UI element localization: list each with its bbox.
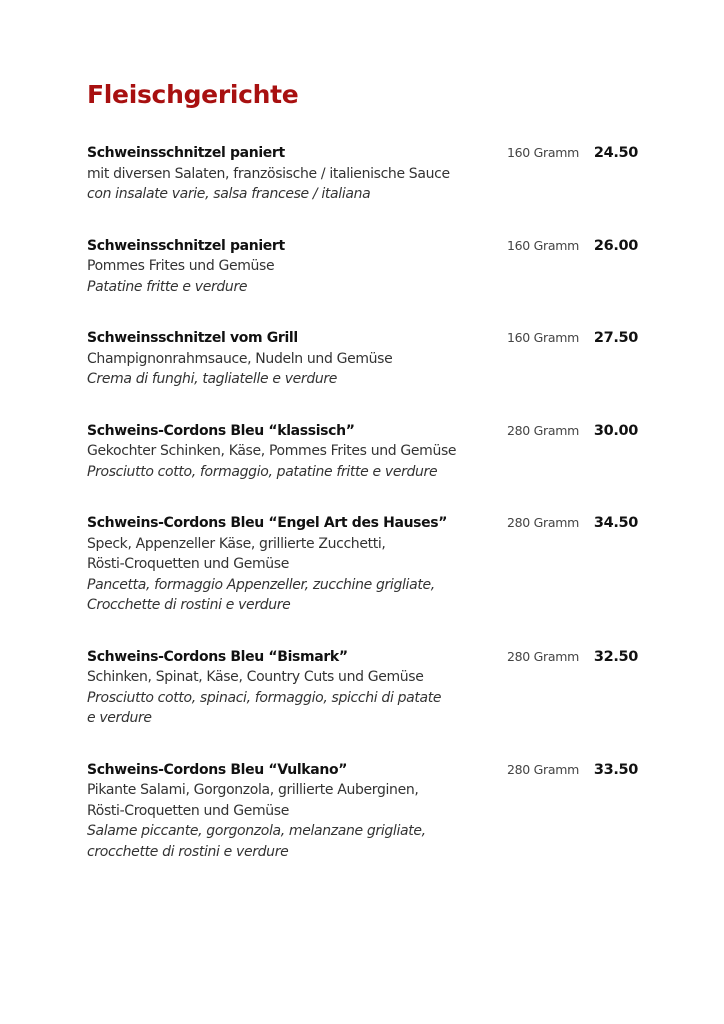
dish-weight: 160 Gramm [507,237,579,253]
dish-name: Schweins-Cordons Bleu “Bismark” [87,648,348,665]
description-german: Speck, Appenzeller Käse, grillierte Zucchetti, [87,535,386,552]
dish-name: Schweinsschnitzel paniert [87,145,285,161]
dish-weight: 280 Gramm [507,761,579,777]
dish-name: Schweinsschnitzel paniert [87,237,285,254]
description-italian: Prosciutto cotto, formaggio, patatine fritte e verdure [87,463,438,480]
dish-name: Schweins-Cordons Bleu “Engel Art des Hauses” [87,515,448,531]
description-italian: Crocchette di rostini e verdure [87,597,291,613]
dish-price: 32.50 [593,648,638,665]
section-title: Fleischgerichte [87,80,299,109]
description-german: Gekochter Schinken, Käse, Pommes Frites und Gemüse [87,443,457,459]
dish-price: 27.50 [593,330,638,346]
description-italian: crocchette di rostini e verdure [87,843,289,860]
dish-weight: 280 Gramm [507,648,579,664]
dish-price: 33.50 [593,761,638,778]
dish-name: Schweinsschnitzel vom Grill [87,330,298,346]
description-italian: con insalate varie, salsa francese / italiana [87,186,371,202]
description-italian: Prosciutto cotto, spinaci, formaggio, spicchi di patate [87,689,442,706]
menu-item [87,236,642,298]
description-italian: Crema di funghi, tagliatelle e verdure [87,371,338,387]
menu-item [87,513,642,616]
dish-weight: 160 Gramm [507,330,579,345]
menu-item [87,328,642,390]
dish-price: 26.00 [593,237,638,254]
description-german: Schinken, Spinat, Käse, Country Cuts und Gemüse [87,669,424,685]
description-german: Rösti-Croquetten und Gemüse [87,802,289,819]
description-german: mit diversen Salaten, französische / italienische Sauce [87,165,450,182]
description-italian: Salame piccante, gorgonzola, melanzane grigliate, [87,823,426,839]
dish-weight: 280 Gramm [507,515,579,530]
menu-item [87,421,642,483]
description-german: Pikante Salami, Gorgonzola, grillierte Auberginen, [87,782,419,798]
description-german: Pommes Frites und Gemüse [87,258,275,274]
menu-item [87,647,642,729]
menu-list [87,143,642,893]
description-italian: Pancetta, formaggio Appenzeller, zucchine grigliate, [87,576,435,593]
description-italian: e verdure [87,710,152,726]
description-german: Champignonrahmsauce, Nudeln und Gemüse [87,350,393,367]
dish-name: Schweins-Cordons Bleu “klassisch” [87,422,355,439]
dish-weight: 280 Gramm [507,422,579,438]
description-german: Rösti-Croquetten und Gemüse [87,556,289,572]
dish-price: 34.50 [593,515,638,531]
description-italian: Patatine fritte e verdure [87,278,248,295]
menu-item [87,143,642,205]
dish-price: 30.00 [593,422,638,439]
dish-price: 24.50 [593,145,638,161]
menu-item [87,760,642,863]
dish-weight: 160 Gramm [507,145,579,160]
dish-name: Schweins-Cordons Bleu “Vulkano” [87,761,348,778]
